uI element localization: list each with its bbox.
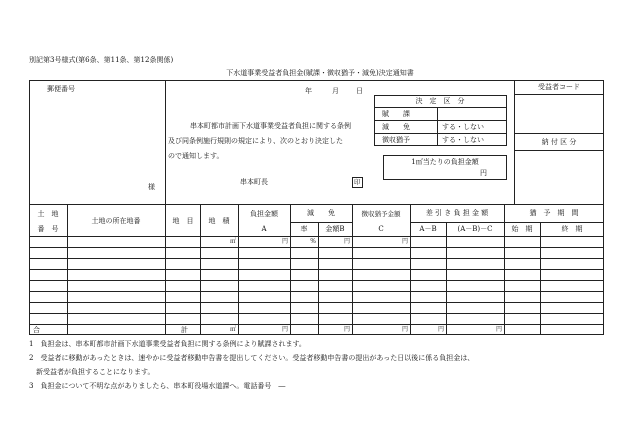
per-sqm-label: 1㎡当たりの負担金額 xyxy=(411,158,479,166)
page-title: 下水道事業受益者負担金(賦課・徴収猶予・減免)決定通知書 xyxy=(226,69,414,77)
postal-code-label: 郵便番号 xyxy=(47,85,75,93)
decision-label-yuyo: 徴収猶予 xyxy=(382,136,410,144)
header-land-number-2: 番 号 xyxy=(37,225,59,233)
header-net-ab: A－B xyxy=(419,225,437,233)
header-net-abc: (A－B)－C xyxy=(457,225,493,233)
header-deferral-c: C xyxy=(378,225,384,233)
side-divider xyxy=(514,80,515,204)
total-label-right: 計 xyxy=(181,326,188,334)
header-reduction: 減 免 xyxy=(307,209,335,217)
header-chimoku: 地 目 xyxy=(172,217,194,225)
date-month: 月 xyxy=(332,87,339,95)
header-net: 差 引 き 負 担 金 額 xyxy=(425,209,489,217)
note-2-cont: 新受益者が負担することになります。 xyxy=(29,368,155,376)
unit-area: ㎡ xyxy=(229,238,236,245)
body-line-1: 串本町都市計画下水道事業受益者負担に関する条例 xyxy=(190,122,351,130)
date-day: 日 xyxy=(356,87,363,95)
header-area: 地 積 xyxy=(208,217,230,225)
seal-mark: 印 xyxy=(354,178,361,186)
note-3: 3 負担金について不明な点がありましたら、串本町役場水道課へ。電話番号 ― xyxy=(29,382,286,390)
header-land-number-1: 土 地 xyxy=(37,210,59,218)
decision-label-fuka: 賦 課 xyxy=(382,110,410,118)
issuer-name: 串本町長 xyxy=(240,178,268,186)
beneficiary-code-label: 受益者コード xyxy=(538,83,580,91)
total-unit-deferral: 円 xyxy=(401,326,408,333)
total-unit-net-abc: 円 xyxy=(495,326,502,333)
note-2: 2 受益者に移動があったときは、速やかに受益者移動申告書を提出してください。受益者移動申告書の提出があった日以後に係る負担金は、 xyxy=(29,354,475,362)
unit-deferral: 円 xyxy=(401,238,408,245)
header-burden-a: A xyxy=(261,225,267,233)
body-line-2: 及び同条例施行規則の規定により、次のとおり決定した xyxy=(168,137,343,145)
date-year: 年 xyxy=(305,87,312,95)
total-unit-net-ab: 円 xyxy=(437,326,444,333)
header-start: 始 期 xyxy=(511,225,533,233)
header-end: 終 期 xyxy=(561,225,583,233)
decision-value-genmen: する・しない xyxy=(442,123,484,131)
header-deferral: 徴収猶予金額 xyxy=(361,210,401,218)
unit-burden: 円 xyxy=(281,238,288,245)
per-sqm-unit: 円 xyxy=(480,169,487,177)
body-line-3: ので通知します。 xyxy=(168,152,224,160)
total-unit-area: ㎡ xyxy=(229,326,236,333)
note-1: 1 負担金は、串本町都市計画下水道事業受益者負担に関する条例により賦課されます。 xyxy=(29,340,306,348)
header-location: 土地の所在地番 xyxy=(91,217,141,225)
unit-amount-b: 円 xyxy=(343,238,350,245)
header-reduction-amount: 金額B xyxy=(325,225,345,233)
decision-label-genmen: 減 免 xyxy=(382,123,410,131)
payment-category-label: 納 付 区 分 xyxy=(541,138,577,146)
header-burden: 負担金額 xyxy=(250,210,278,218)
honorific-sama: 様 xyxy=(148,183,155,191)
address-divider xyxy=(165,80,166,204)
decision-header: 決 定 区 分 xyxy=(415,97,465,105)
total-unit-amount-b: 円 xyxy=(343,326,350,333)
total-unit-burden: 円 xyxy=(281,326,288,333)
header-defer-period: 猶 予 期 間 xyxy=(529,209,579,217)
form-id: 別記第3号様式(第6条、第11条、第12条関係) xyxy=(29,56,174,64)
form-frame xyxy=(29,80,604,335)
table-top-rule xyxy=(29,204,604,205)
header-reduction-rate: 率 xyxy=(300,225,308,233)
unit-rate: % xyxy=(310,238,316,245)
decision-value-yuyo: する・しない xyxy=(442,136,484,144)
total-label-left: 合 xyxy=(33,326,40,334)
